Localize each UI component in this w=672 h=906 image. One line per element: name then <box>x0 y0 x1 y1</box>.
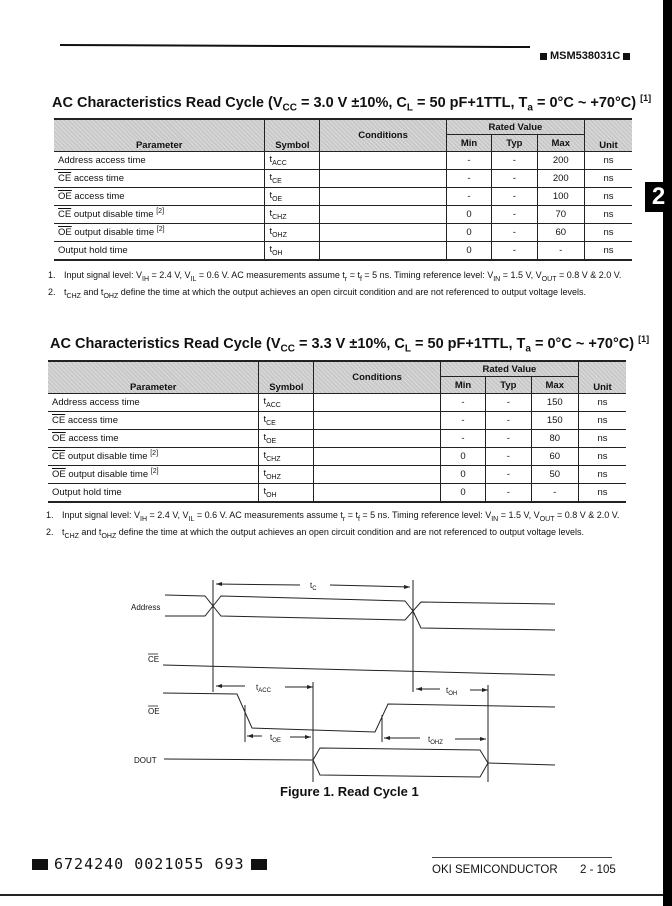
footnote-ref: [2] <box>150 468 159 476</box>
table-row <box>54 242 632 261</box>
cell-symbol <box>265 170 320 188</box>
dout-waveform <box>164 759 313 760</box>
barcode-text <box>26 855 273 873</box>
note-number: 1. <box>46 510 54 520</box>
cell-min: 0 <box>440 484 485 503</box>
symbol-sub: OHZ <box>266 473 281 481</box>
label-tc <box>310 581 317 592</box>
note-text: t <box>62 526 65 537</box>
black-block-icon <box>32 859 48 870</box>
parameter-text: access time <box>65 433 119 445</box>
cell-conditions <box>320 224 447 242</box>
cell-max: 200 <box>537 170 584 188</box>
ce-waveform <box>163 665 555 675</box>
signal-label-oe: OE <box>148 707 160 716</box>
cell-parameter <box>48 466 259 484</box>
cell-conditions <box>314 466 441 484</box>
cell-min: 0 <box>446 206 491 224</box>
header-typ: Typ <box>486 377 531 394</box>
cell-min: 0 <box>446 224 491 242</box>
symbol-sub: CHZ <box>272 213 287 221</box>
overbar-signal: $\overline{OE}$ <box>52 433 66 445</box>
cell-conditions <box>320 152 447 170</box>
parameter-text: output disable time <box>71 227 157 239</box>
note-text: IN <box>491 515 499 523</box>
note-text: define the time at which the output achieves an open circuit condition and are not referenced to output voltage levels. <box>118 286 587 297</box>
part-number-text: MSM538031C <box>550 50 621 62</box>
title-part: = 50 pF+1TTL, T <box>412 94 528 111</box>
note-text: = t <box>345 510 358 520</box>
cell-unit: ns <box>584 170 632 188</box>
cell-symbol <box>265 242 320 261</box>
cell-conditions <box>320 188 447 206</box>
cell-parameter <box>54 170 265 188</box>
cell-min: - <box>446 170 491 188</box>
note-text: define the time at which the output achieves an open circuit condition and are not referenced to output voltage levels. <box>116 526 585 537</box>
note-text: and t <box>80 286 104 297</box>
parameter-text: Output hold time <box>58 245 128 257</box>
cell-symbol <box>259 466 314 484</box>
cell-parameter <box>54 206 265 224</box>
note-text: = 0.6 V. AC measurements assume t <box>196 270 345 280</box>
header-conditions: Conditions <box>314 361 441 394</box>
cell-conditions <box>320 170 447 188</box>
header-parameter: Parameter <box>48 361 259 394</box>
symbol-sub: OH <box>272 249 283 257</box>
cell-typ: - <box>486 448 531 466</box>
cell-typ: - <box>486 412 531 430</box>
square-bullet-icon <box>623 53 630 60</box>
cell-symbol <box>265 224 320 242</box>
note-text: t <box>64 286 67 297</box>
overbar-signal: $\overline{OE}$ <box>52 469 66 481</box>
parameter-text: access time <box>71 173 124 185</box>
header-min: Min <box>440 377 485 394</box>
timing-diagram <box>0 570 600 785</box>
symbol-base: t <box>269 172 273 184</box>
note-text: r <box>342 515 346 523</box>
note-line <box>48 287 621 300</box>
label-sub: OE <box>272 738 281 744</box>
title-sub: a <box>527 102 533 114</box>
label-tohz <box>428 735 443 746</box>
note-text: = 0.8 V & 2.0 V. <box>556 270 622 280</box>
title-part: AC Characteristics Read Cycle (V <box>50 335 281 352</box>
note-text: = 5 ns. Timing reference level: V <box>361 270 494 280</box>
cell-unit: ns <box>584 224 632 242</box>
note-text: = 5 ns. Timing reference level: V <box>359 510 492 520</box>
symbol-base: t <box>269 226 273 238</box>
cell-max: 70 <box>537 206 584 224</box>
overbar-signal: $\overline{OE}$ <box>58 227 72 239</box>
symbol-sub: ACC <box>272 159 287 167</box>
footer-rule <box>432 857 612 858</box>
header-symbol: Symbol <box>265 119 320 152</box>
label-tacc <box>256 683 272 694</box>
parameter-text: Output hold time <box>52 487 122 499</box>
overbar-signal: $\overline{CE}$ <box>58 173 72 185</box>
title-footnote-ref: [1] <box>640 93 652 103</box>
table-row <box>54 224 632 242</box>
symbol-base: t <box>269 244 273 256</box>
cell-symbol <box>265 152 320 170</box>
cell-min: - <box>440 394 485 412</box>
symbol-base: t <box>263 450 267 462</box>
symbol-sub: ACC <box>266 401 281 409</box>
title-sub: a <box>525 343 531 355</box>
parameter-text: access time <box>65 415 118 427</box>
cell-conditions <box>320 242 447 261</box>
title-sub: CC <box>282 102 297 114</box>
header-rated-value: Rated Value <box>440 361 578 377</box>
cell-unit: ns <box>578 430 626 448</box>
symbol-sub: CHZ <box>266 455 281 463</box>
parameter-text: output disable time <box>65 469 151 481</box>
overbar-signal: $\overline{CE}$ <box>58 209 72 221</box>
title-part: = 3.3 V ±10%, C <box>294 335 405 352</box>
header-symbol: Symbol <box>259 361 314 394</box>
cell-symbol <box>259 430 314 448</box>
header-max: Max <box>531 377 578 394</box>
cell-min: 0 <box>440 466 485 484</box>
note-text: = 0.8 V & 2.0 V. <box>554 510 620 520</box>
symbol-base: t <box>269 190 273 202</box>
note-text: OHZ <box>103 292 119 300</box>
black-block-icon <box>251 859 267 870</box>
cell-conditions <box>314 484 441 503</box>
footer-company: OKI SEMICONDUCTOR <box>432 864 558 876</box>
cell-unit: ns <box>584 242 632 261</box>
note-text: f <box>359 275 362 283</box>
cell-parameter <box>48 484 259 503</box>
symbol-base: t <box>263 468 267 480</box>
barcode-number: 6724240 0021055 693 <box>54 855 245 873</box>
note-text: OUT <box>541 275 557 283</box>
parameter-text: output disable time <box>65 451 151 463</box>
table-row <box>48 394 626 412</box>
square-bullet-icon <box>540 53 547 60</box>
note-text: = 1.5 V, V <box>500 270 542 280</box>
cell-max: 200 <box>537 152 584 170</box>
cell-conditions <box>314 412 441 430</box>
note-text: OUT <box>539 515 555 523</box>
cell-min: - <box>446 152 491 170</box>
cell-parameter <box>54 242 265 261</box>
cell-unit: ns <box>578 484 626 503</box>
cell-min: - <box>446 188 491 206</box>
label-sub: OH <box>448 691 458 697</box>
cell-symbol <box>259 484 314 503</box>
note-text: CHZ <box>66 292 81 300</box>
symbol-base: t <box>269 154 273 166</box>
symbol-base: t <box>263 486 267 498</box>
note-number: 1. <box>48 270 56 280</box>
section-tab: 2 <box>645 182 672 212</box>
footnote-ref: [2] <box>156 208 165 216</box>
label-toe <box>270 733 281 744</box>
cell-conditions <box>314 394 441 412</box>
table-title <box>52 93 651 114</box>
oe-waveform <box>163 693 555 732</box>
cell-unit: ns <box>578 412 626 430</box>
note-text: Input signal level: V <box>62 510 141 520</box>
symbol-base: t <box>263 414 267 426</box>
note-number: 2. <box>46 526 54 537</box>
cell-max: - <box>531 484 578 503</box>
cell-conditions <box>314 430 441 448</box>
cell-typ: - <box>486 466 531 484</box>
table-row <box>54 170 632 188</box>
note-text: = t <box>347 270 360 280</box>
cell-max: 100 <box>537 188 584 206</box>
cell-parameter <box>48 448 259 466</box>
cell-symbol <box>265 206 320 224</box>
symbol-base: t <box>269 208 273 220</box>
cell-max: 150 <box>531 394 578 412</box>
label-base: t <box>428 735 431 744</box>
title-part: AC Characteristics Read Cycle (V <box>52 94 283 111</box>
title-sub: L <box>404 343 411 355</box>
part-number <box>537 50 633 62</box>
cell-conditions <box>320 206 447 224</box>
bottom-rule <box>0 894 663 896</box>
symbol-sub: OE <box>272 195 283 203</box>
cell-parameter <box>54 152 265 170</box>
symbol-sub: OH <box>266 491 277 499</box>
header-parameter: Parameter <box>54 119 265 152</box>
title-footnote-ref: [1] <box>638 334 650 344</box>
cell-typ: - <box>492 206 537 224</box>
label-sub: OHZ <box>430 740 443 746</box>
header-min: Min <box>446 135 491 152</box>
table-row <box>54 188 632 206</box>
table-row <box>48 484 626 503</box>
overbar-signal: $\overline{CE}$ <box>52 415 66 427</box>
note-number: 2. <box>48 286 56 297</box>
title-sub: CC <box>280 343 295 355</box>
cell-max: 60 <box>531 448 578 466</box>
symbol-sub: CE <box>266 419 276 427</box>
note-text: = 0.6 V. AC measurements assume t <box>194 510 343 520</box>
page-number: 2 - 105 <box>580 864 616 876</box>
signal-label-ce: CE <box>148 655 160 664</box>
header-unit: Unit <box>584 119 632 152</box>
note-text: = 2.4 V, V <box>147 510 189 520</box>
table-row <box>48 430 626 448</box>
cell-typ: - <box>486 394 531 412</box>
table-notes <box>48 270 621 304</box>
note-text: f <box>357 515 360 523</box>
table-row <box>48 412 626 430</box>
cell-max: - <box>537 242 584 261</box>
cell-max: 150 <box>531 412 578 430</box>
note-text: = 2.4 V, V <box>149 270 191 280</box>
cell-typ: - <box>492 224 537 242</box>
table-row <box>48 466 626 484</box>
cell-conditions <box>314 448 441 466</box>
note-text: = 1.5 V, V <box>498 510 540 520</box>
note-text: IH <box>142 275 150 283</box>
table-notes <box>46 510 619 544</box>
symbol-sub: OHZ <box>272 231 287 239</box>
cell-symbol <box>259 448 314 466</box>
header-max: Max <box>537 135 584 152</box>
cell-typ: - <box>492 242 537 261</box>
cell-min: 0 <box>440 448 485 466</box>
cell-unit: ns <box>578 466 626 484</box>
parameter-text: Address access time <box>52 397 140 409</box>
note-text: CHZ <box>64 532 79 540</box>
table-row <box>54 152 632 170</box>
label-base: t <box>256 683 259 692</box>
label-base: t <box>270 733 273 742</box>
header-unit: Unit <box>578 361 626 394</box>
parameter-text: output disable time <box>71 209 157 221</box>
note-text: OHZ <box>101 532 117 540</box>
header-rated-value: Rated Value <box>446 119 584 135</box>
table-row <box>48 448 626 466</box>
note-line <box>46 527 619 540</box>
signal-label-address: Address <box>131 603 161 612</box>
figure-caption: Figure 1. Read Cycle 1 <box>280 784 419 799</box>
cell-unit: ns <box>584 206 632 224</box>
note-text: and t <box>78 526 102 537</box>
cell-symbol <box>259 394 314 412</box>
symbol-base: t <box>263 432 267 444</box>
footnote-ref: [2] <box>156 226 165 234</box>
overbar-signal: $\overline{CE}$ <box>52 451 66 463</box>
parameter-text: access time <box>71 191 125 203</box>
cell-symbol <box>265 188 320 206</box>
ac-characteristics-table <box>48 360 626 503</box>
title-sub: L <box>406 102 413 114</box>
cell-unit: ns <box>584 152 632 170</box>
symbol-base: t <box>263 396 267 408</box>
page-edge-bar <box>663 0 672 906</box>
label-base: t <box>310 581 313 590</box>
note-text: IL <box>188 515 195 523</box>
note-text: Input signal level: V <box>64 270 143 280</box>
title-part: = 0°C ~ +70°C) <box>530 335 639 352</box>
cell-parameter <box>48 394 259 412</box>
note-text: r <box>344 275 348 283</box>
header-typ: Typ <box>492 135 537 152</box>
overbar-signal: $\overline{OE}$ <box>58 191 72 203</box>
cell-max: 60 <box>537 224 584 242</box>
cell-unit: ns <box>578 394 626 412</box>
footnote-ref: [2] <box>150 450 159 458</box>
cell-parameter <box>48 430 259 448</box>
header-conditions: Conditions <box>320 119 447 152</box>
table-title <box>50 334 649 355</box>
note-text: IL <box>190 275 197 283</box>
cell-min: - <box>440 430 485 448</box>
cell-max: 80 <box>531 430 578 448</box>
tc-arrow <box>216 584 300 585</box>
header-rule <box>60 44 530 48</box>
cell-unit: ns <box>584 188 632 206</box>
note-text: IH <box>140 515 148 523</box>
cell-unit: ns <box>578 448 626 466</box>
cell-typ: - <box>486 484 531 503</box>
address-waveform <box>165 595 555 630</box>
parameter-text: Address access time <box>58 155 146 167</box>
note-text: IN <box>493 275 501 283</box>
cell-typ: - <box>492 170 537 188</box>
label-base: t <box>446 686 449 695</box>
note-line <box>48 270 621 283</box>
label-toh <box>446 686 457 697</box>
cell-max: 50 <box>531 466 578 484</box>
label-sub: C <box>312 586 317 592</box>
table-row <box>54 206 632 224</box>
cell-typ: - <box>492 152 537 170</box>
title-part: = 3.0 V ±10%, C <box>296 94 407 111</box>
ac-characteristics-table <box>54 118 632 261</box>
cell-parameter <box>54 224 265 242</box>
cell-typ: - <box>492 188 537 206</box>
symbol-sub: OE <box>266 437 277 445</box>
title-part: = 0°C ~ +70°C) <box>532 94 641 111</box>
title-part: = 50 pF+1TTL, T <box>410 335 526 352</box>
cell-typ: - <box>486 430 531 448</box>
symbol-sub: CE <box>272 177 282 185</box>
cell-parameter <box>48 412 259 430</box>
cell-min: 0 <box>446 242 491 261</box>
cell-parameter <box>54 188 265 206</box>
cell-min: - <box>440 412 485 430</box>
signal-label-dout: DOUT <box>134 756 157 765</box>
cell-symbol <box>259 412 314 430</box>
label-sub: ACC <box>258 688 271 694</box>
note-line <box>46 510 619 523</box>
